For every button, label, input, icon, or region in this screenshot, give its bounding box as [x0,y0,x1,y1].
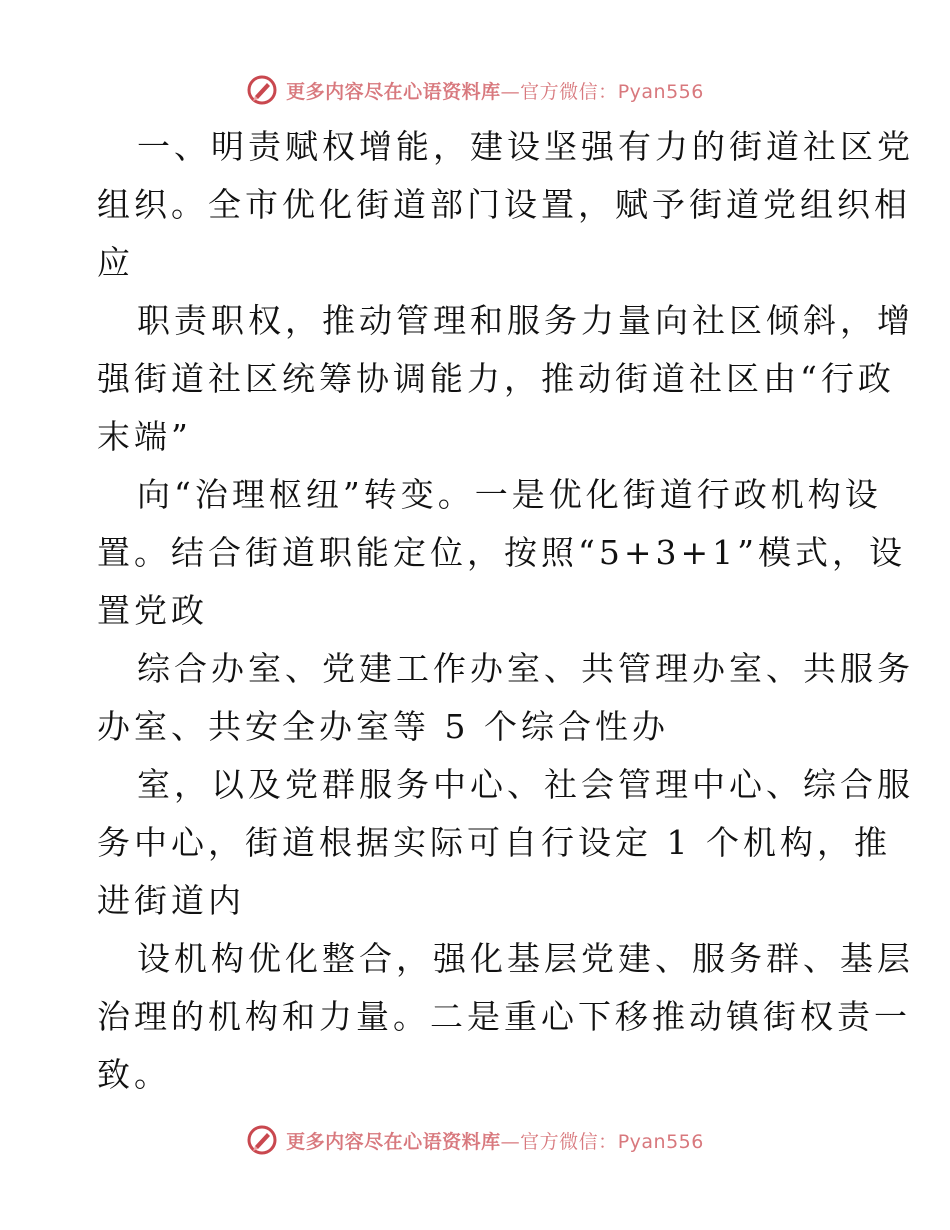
header-watermark [0,70,950,110]
pen-circle-logo-icon [246,1124,278,1156]
text-line: 末端” [97,417,192,456]
text-line: 组织。全市优化街道部门设置，赋予街道党组织相 [97,185,911,224]
watermark-wechat-id: Pyan556 [617,80,704,103]
watermark-dash: — [500,80,521,103]
text-line: 办室、共安全办室等 5 个综合性办 [97,707,669,746]
text-line: 置党政 [97,591,208,630]
watermark-dash: — [500,1130,521,1153]
watermark-wechat-id: Pyan556 [617,1130,704,1153]
text-line: 应 [97,243,134,282]
watermark-brand: 更多内容尽在心语资料库 [286,1130,501,1153]
text-line: 职责职权，推动管理和服务力量向社区倾斜，增 [137,301,914,340]
watermark-wechat-label: 官方微信： [520,80,618,103]
text-line: 室，以及党群服务中心、社会管理中心、综合服 [137,765,914,804]
watermark-brand: 更多内容尽在心语资料库 [286,80,501,103]
text-line: 务中心，街道根据实际可自行设定 1 个机构，推 [97,823,891,862]
text-line: 一、明责赋权增能，建设坚强有力的街道社区党 [137,127,914,166]
text-line: 致。 [97,1055,171,1094]
text-line: 强街道社区统筹协调能力，推动街道社区由“行政 [97,359,895,398]
text-line: 设机构优化整合，强化基层党建、服务群、基层 [137,939,914,978]
pen-circle-logo-icon [246,74,278,106]
text-line: 综合办室、党建工作办室、共管理办室、共服务 [137,649,914,688]
watermark-wechat-label: 官方微信： [520,1130,618,1153]
footer-watermark [0,1120,950,1160]
text-line: 进街道内 [97,881,245,920]
text-line: 治理的机构和力量。二是重心下移推动镇街权责一 [97,997,911,1036]
text-line: 置。结合街道职能定位，按照“5+3+1”模式，设 [97,533,907,572]
text-line: 向“治理枢纽”转变。一是优化街道行政机构设 [137,475,882,514]
document-body [97,118,914,1104]
